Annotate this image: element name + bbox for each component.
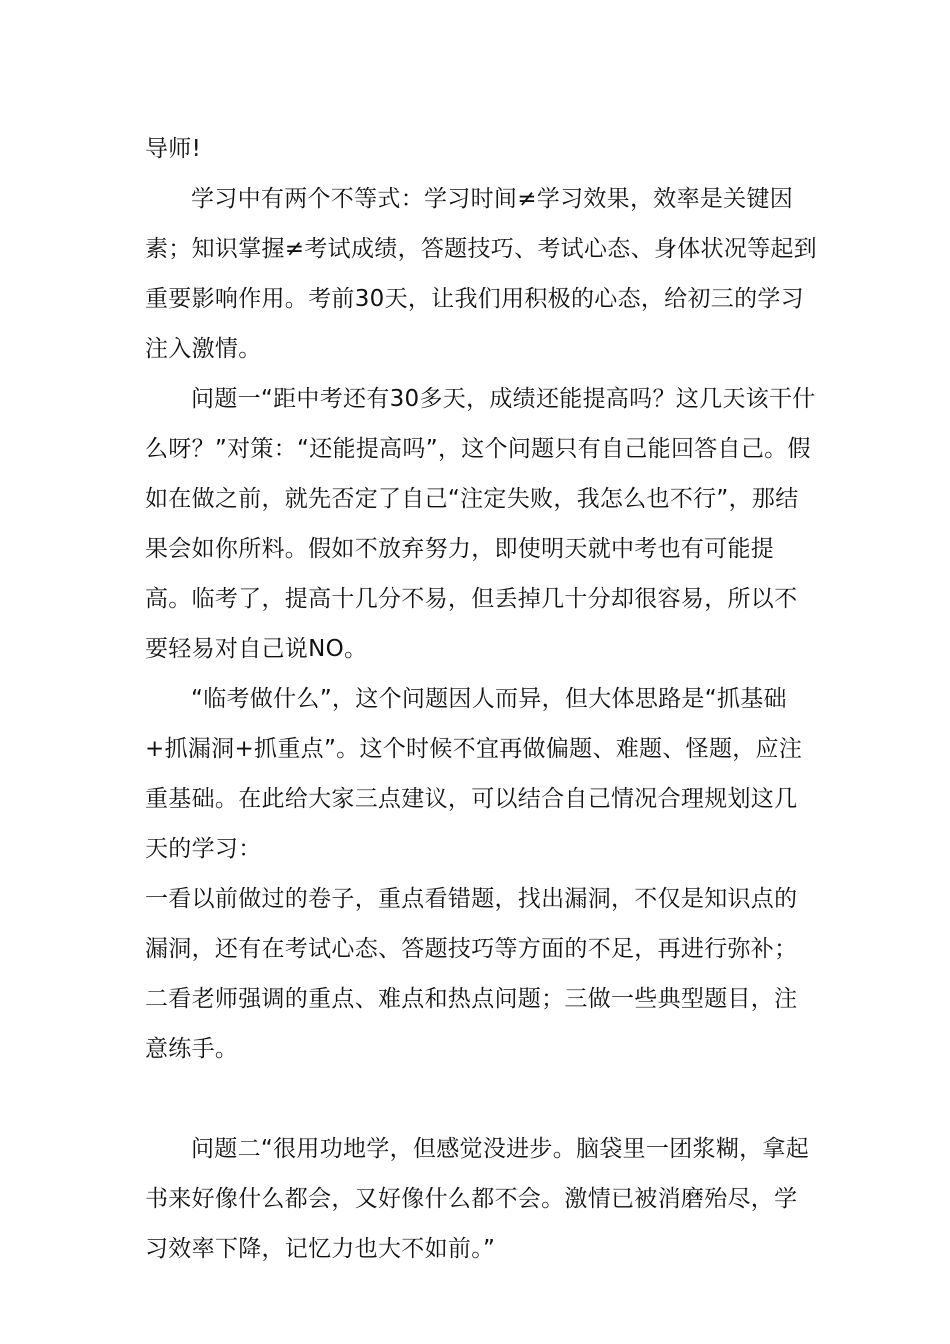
paragraph-three-suggestions: 一看以前做过的卷子，重点看错题，找出漏洞，不仅是知识点的漏洞，还有在考试心态、答题技巧等方面的不足，再进行弥补；二看老师强调的重点、难点和热点问题；三做一些典型题目，注意练手。 xyxy=(145,886,798,1062)
paragraph-question-one: 问题一“距中考还有30多天，成绩还能提高吗？这几天该干什么呀？”对策：“还能提高吗”，这个问题只有自己能回答自己。假如在做之前，就先否定了自己“注定失败，我怎么也不行”，那结果会如你所料。假如不放弃努力，即使明天就中考也有可能提高。临考了，提高十几分不易，但丢掉几十分却很容易，所以不要轻易对自己说NO。 xyxy=(145,386,816,662)
paragraph-closing-line: 导师! xyxy=(145,136,202,162)
paragraph-inequalities: 学习中有两个不等式：学习时间≠学习效果，效率是关键因素；知识掌握≠考试成绩，答题技巧、考试心态、身体状况等起到重要影响作用。考前30天，让我们用积极的心态，给初三的学习注入激情。 xyxy=(145,186,817,362)
paragraph-exam-preparation: “临考做什么”，这个问题因人而异，但大体思路是“抓基础+抓漏洞+抓重点”。这个时候不宜再做偏题、难题、怪题，应注重基础。在此给大家三点建议，可以结合自己情况合理规划这几天的学习： xyxy=(145,686,803,862)
document-body xyxy=(145,124,820,1274)
paragraph-question-two: 问题二“很用功地学，但感觉没进步。脑袋里一团浆糊，拿起书来好像什么都会，又好像什么都不会。激情已被消磨殆尽，学习效率下降，记忆力也大不如前。” xyxy=(145,1136,810,1262)
